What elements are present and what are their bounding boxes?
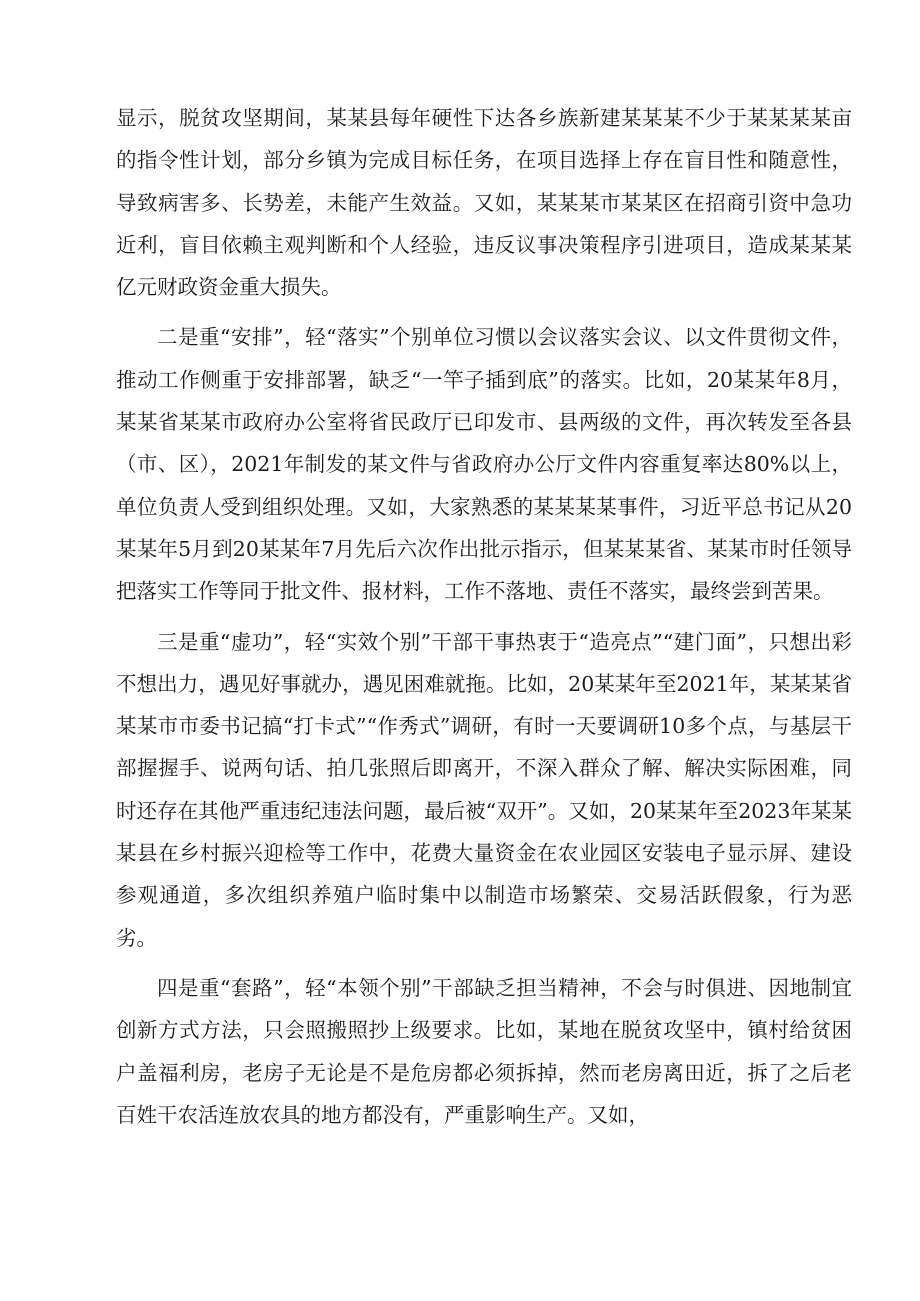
paragraph-point-three: 三是重“虚功”，轻“实效个别”干部干事热衷于“造亮点”“建门面”，只想出彩不想出力，遇见好事就办，遇见困难就拖。比如，20某某年至2021年，某某某省某某市市委书记搞“打卡式”“作秀式”调研，有时一天要调研10多个点，与基层干部握握手、说两句话、拍几张照后即离开，不深入群众了解、解决实际困难，同时还存在其他严重违纪违法问题，最后被“双开”。又如，20某某年至2023年某某某县在乡村振兴迎检等工作中，花费大量资金在农业园区安装电子显示屏、建设参观通道，多次组织养殖户临时集中以制造市场繁荣、交易活跃假象，行为恶劣。 bbox=[116, 629, 852, 950]
paragraph-point-two: 二是重“安排”，轻“落实”个别单位习惯以会议落实会议、以文件贯彻文件，推动工作侧重于安排部署，缺乏“一竿子插到底”的落实。比如，20某某年8月，某某省某某市政府办公室将省民政厅已印发市、县两级的文件，再次转发至各县（市、区），2021年制发的某文件与省政府办公厅文件内容重复率达80%以上，单位负责人受到组织处理。又如，大家熟悉的某某某某事件，习近平总书记从20某某年5月到20某某年7月先后六次作出批示指示，但某某某省、某某市时任领导把落实工作等同于批文件、报材料，工作不落地、责任不落实，最终尝到苦果。 bbox=[116, 325, 852, 604]
document-body bbox=[116, 97, 852, 1136]
paragraph-point-four: 四是重“套路”，轻“本领个别”干部缺乏担当精神，不会与时俱进、因地制宜创新方式方法，只会照搬照抄上级要求。比如，某地在脱贫攻坚中，镇村给贫困户盖福利房，老房子无论是不是危房都必须拆掉，然而老房离田近，拆了之后老百姓干农活连放农具的地方都没有，严重影响生产。又如， bbox=[116, 975, 852, 1127]
paragraph-continuation: 显示，脱贫攻坚期间，某某县每年硬性下达各乡族新建某某某不少于某某某某亩的指令性计划，部分乡镇为完成目标任务，在项目选择上存在盲目性和随意性，导致病害多、长势差，未能产生效益。又如，某某某市某某区在招商引资中急功近利，盲目依赖主观判断和个人经验，违反议事决策程序引进项目，造成某某某亿元财政资金重大损失。 bbox=[116, 106, 852, 300]
